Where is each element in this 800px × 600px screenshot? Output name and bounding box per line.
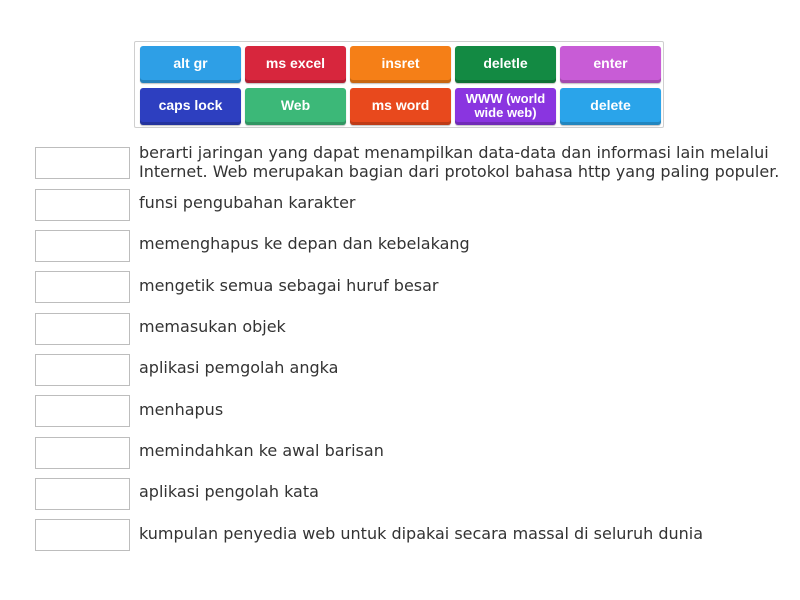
description-5: memasukan objek	[139, 317, 286, 336]
answer-drop-box-3[interactable]	[35, 230, 130, 262]
tile-insret[interactable]: insret	[350, 46, 451, 83]
tile-ms-word[interactable]: ms word	[350, 88, 451, 125]
description-6: aplikasi pemgolah angka	[139, 358, 339, 377]
tile-caps-lock[interactable]: caps lock	[140, 88, 241, 125]
description-9: aplikasi pengolah kata	[139, 482, 319, 501]
description-2: funsi pengubahan karakter	[139, 193, 356, 212]
answer-drop-box-6[interactable]	[35, 354, 130, 386]
answer-drop-box-10[interactable]	[35, 519, 130, 551]
description-1	[139, 143, 789, 181]
answer-drop-box-5[interactable]	[35, 313, 130, 345]
answer-drop-box-8[interactable]	[35, 437, 130, 469]
answer-drop-box-4[interactable]	[35, 271, 130, 303]
tile-deletle[interactable]: deletle	[455, 46, 556, 83]
description-8: memindahkan ke awal barisan	[139, 441, 384, 460]
answer-drop-box-2[interactable]	[35, 189, 130, 221]
tile-delete[interactable]: delete	[560, 88, 661, 125]
description-1-line-1: berarti jaringan yang dapat menampilkan data-data dan informasi lain melalui	[139, 143, 769, 162]
tile-web[interactable]: Web	[245, 88, 346, 125]
answer-drop-box-7[interactable]	[35, 395, 130, 427]
description-7: menhapus	[139, 400, 224, 419]
tile-ms-excel[interactable]: ms excel	[245, 46, 346, 83]
tile-alt-gr[interactable]: alt gr	[140, 46, 241, 83]
answer-tile-bank	[134, 41, 664, 128]
tile-www[interactable]: WWW (world wide web)	[455, 88, 556, 125]
answer-drop-box-1[interactable]	[35, 147, 130, 179]
answer-drop-box-9[interactable]	[35, 478, 130, 510]
description-10: kumpulan penyedia web untuk dipakai secara massal di seluruh dunia	[139, 524, 704, 543]
tile-enter[interactable]: enter	[560, 46, 661, 83]
description-3: memenghapus ke depan dan kebelakang	[139, 234, 470, 253]
description-4: mengetik semua sebagai huruf besar	[139, 276, 439, 295]
description-1-line-2: Internet. Web merupakan bagian dari protokol bahasa http yang paling populer.	[139, 162, 780, 181]
